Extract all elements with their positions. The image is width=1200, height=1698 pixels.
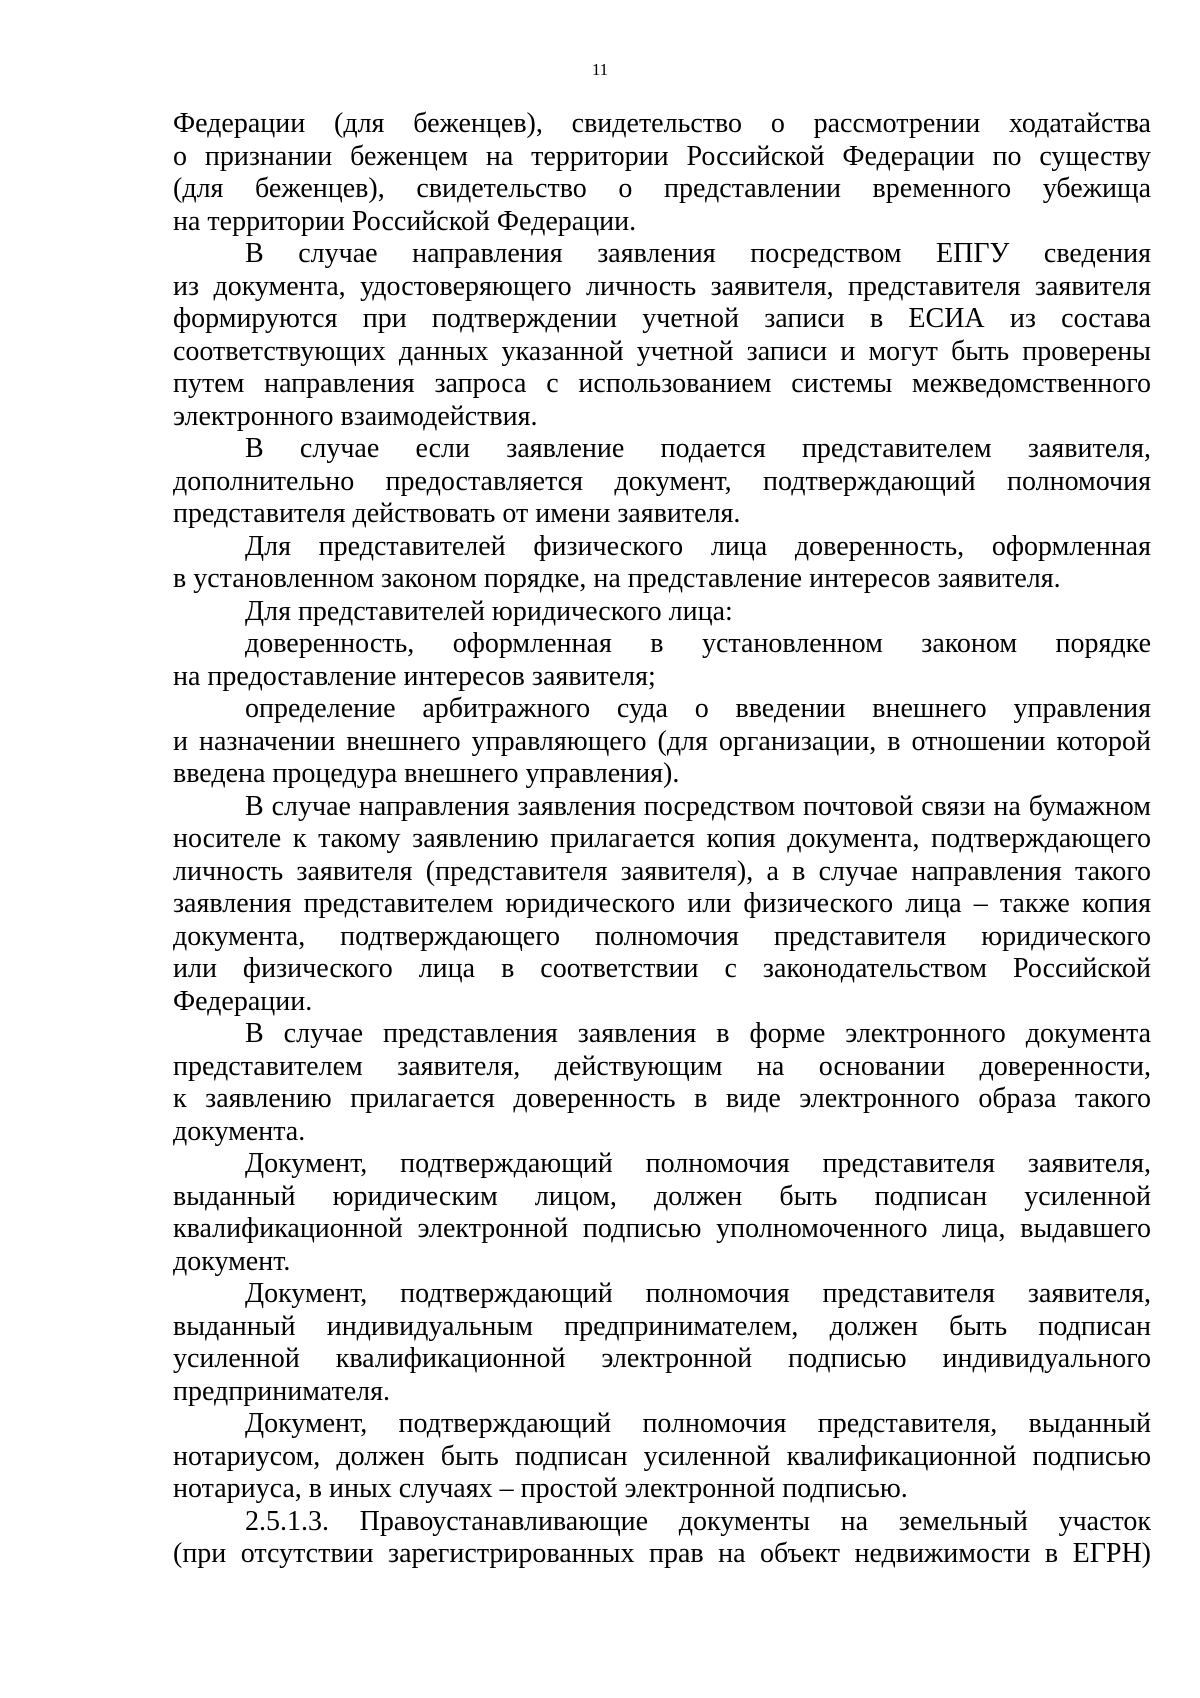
text-line: формируются при подтверждении учетной записи в ЕСИА из состава bbox=[173, 303, 1151, 334]
text-line: к заявлению прилагается доверенность в виде электронного образа такого bbox=[173, 1083, 1151, 1114]
text-line: представителем заявителя, действующим на основании доверенности, bbox=[173, 1050, 1151, 1082]
text-line: Документ, подтверждающий полномочия представителя, выданный bbox=[245, 1408, 1151, 1439]
text-line: электронного взаимодействия. bbox=[173, 400, 538, 432]
paragraph bbox=[173, 628, 1151, 693]
text-line: из документа, удостоверяющего личность заявителя, представителя заявителя bbox=[173, 270, 1151, 302]
text-line: соответствующих данных указанной учетной записи и могут быть проверены bbox=[173, 335, 1151, 367]
paragraph bbox=[173, 1506, 1151, 1571]
text-line: документ. bbox=[173, 1245, 291, 1277]
text-line: носителе к такому заявлению прилагается копия документа, подтверждающего bbox=[173, 823, 1151, 854]
text-line: и назначении внешнего управляющего (для организации, в отношении которой bbox=[173, 725, 1151, 757]
text-line: заявления представителем юридического или физического лица – также копия bbox=[173, 888, 1151, 919]
paragraph bbox=[173, 108, 1151, 238]
text-line: квалификационной электронной подписью уполномоченного лица, выдавшего bbox=[173, 1213, 1151, 1244]
text-line: В случае если заявление подается представителем заявителя, bbox=[245, 433, 1151, 464]
paragraph bbox=[173, 238, 1151, 433]
text-line: личность заявителя (представителя заявителя), а в случае направления такого bbox=[173, 855, 1151, 887]
text-line: нотариуса, в иных случаях – простой электронной подписью. bbox=[173, 1473, 908, 1504]
paragraph bbox=[173, 1018, 1151, 1148]
text-line: представителя действовать от имени заявителя. bbox=[173, 498, 741, 529]
text-line: усиленной квалификационной электронной подписью индивидуального bbox=[173, 1343, 1151, 1374]
paragraph bbox=[173, 433, 1151, 531]
text-line: Для представителей юридического лица: bbox=[245, 595, 733, 627]
paragraph bbox=[173, 791, 1151, 1019]
text-line: введена процедура внешнего управления). bbox=[173, 758, 680, 789]
text-line: документа. bbox=[173, 1115, 306, 1147]
text-line: или физического лица в соответствии с законодательством Российской bbox=[173, 953, 1151, 984]
text-line: (для беженцев), свидетельство о представлении временного убежища bbox=[173, 173, 1151, 204]
text-line: документа, подтверждающего полномочия представителя юридического bbox=[173, 920, 1151, 952]
text-line: дополнительно предоставляется документ, подтверждающий полномочия bbox=[173, 465, 1151, 497]
paragraph bbox=[173, 1278, 1151, 1408]
text-line: определение арбитражного суда о введении внешнего управления bbox=[245, 693, 1151, 724]
text-line: Документ, подтверждающий полномочия представителя заявителя, bbox=[245, 1148, 1151, 1179]
paragraph bbox=[173, 596, 1151, 629]
text-line: Для представителей физического лица доверенность, оформленная bbox=[245, 530, 1151, 562]
text-line: В случае направления заявления посредством почтовой связи на бумажном bbox=[245, 790, 1151, 822]
text-line: на предоставление интересов заявителя; bbox=[173, 660, 656, 692]
document-body bbox=[173, 108, 1151, 1571]
text-line: путем направления запроса с использованием системы межведомственного bbox=[173, 368, 1151, 399]
text-line: нотариусом, должен быть подписан усиленной квалификационной подписью bbox=[173, 1440, 1151, 1472]
paragraph bbox=[173, 1408, 1151, 1506]
paragraph bbox=[173, 693, 1151, 791]
text-line: выданный индивидуальным предпринимателем, должен быть подписан bbox=[173, 1310, 1151, 1342]
text-line: доверенность, оформленная в установленном законом порядке bbox=[245, 628, 1151, 659]
text-line: (при отсутствии зарегистрированных прав на объект недвижимости в ЕГРН) bbox=[173, 1538, 1151, 1569]
text-line: в установленном законом порядке, на представление интересов заявителя. bbox=[173, 563, 1061, 594]
text-line: на территории Российской Федерации. bbox=[173, 205, 637, 237]
text-line: В случае представления заявления в форме электронного документа bbox=[245, 1018, 1151, 1049]
text-line: о признании беженцем на территории Российской Федерации по существу bbox=[173, 140, 1151, 172]
text-line: выданный юридическим лицом, должен быть подписан усиленной bbox=[173, 1180, 1151, 1212]
paragraph bbox=[173, 1148, 1151, 1278]
paragraph bbox=[173, 531, 1151, 596]
text-line: Федерации (для беженцев), свидетельство о рассмотрении ходатайства bbox=[173, 108, 1151, 139]
text-line: В случае направления заявления посредством ЕПГУ сведения bbox=[245, 238, 1151, 269]
text-line: предпринимателя. bbox=[173, 1375, 390, 1407]
text-line: Документ, подтверждающий полномочия представителя заявителя, bbox=[245, 1278, 1151, 1309]
text-line: Федерации. bbox=[173, 985, 313, 1017]
text-line: 2.5.1.3. Правоустанавливающие документы на земельный участок bbox=[245, 1505, 1151, 1537]
page-number: 11 bbox=[591, 60, 609, 79]
